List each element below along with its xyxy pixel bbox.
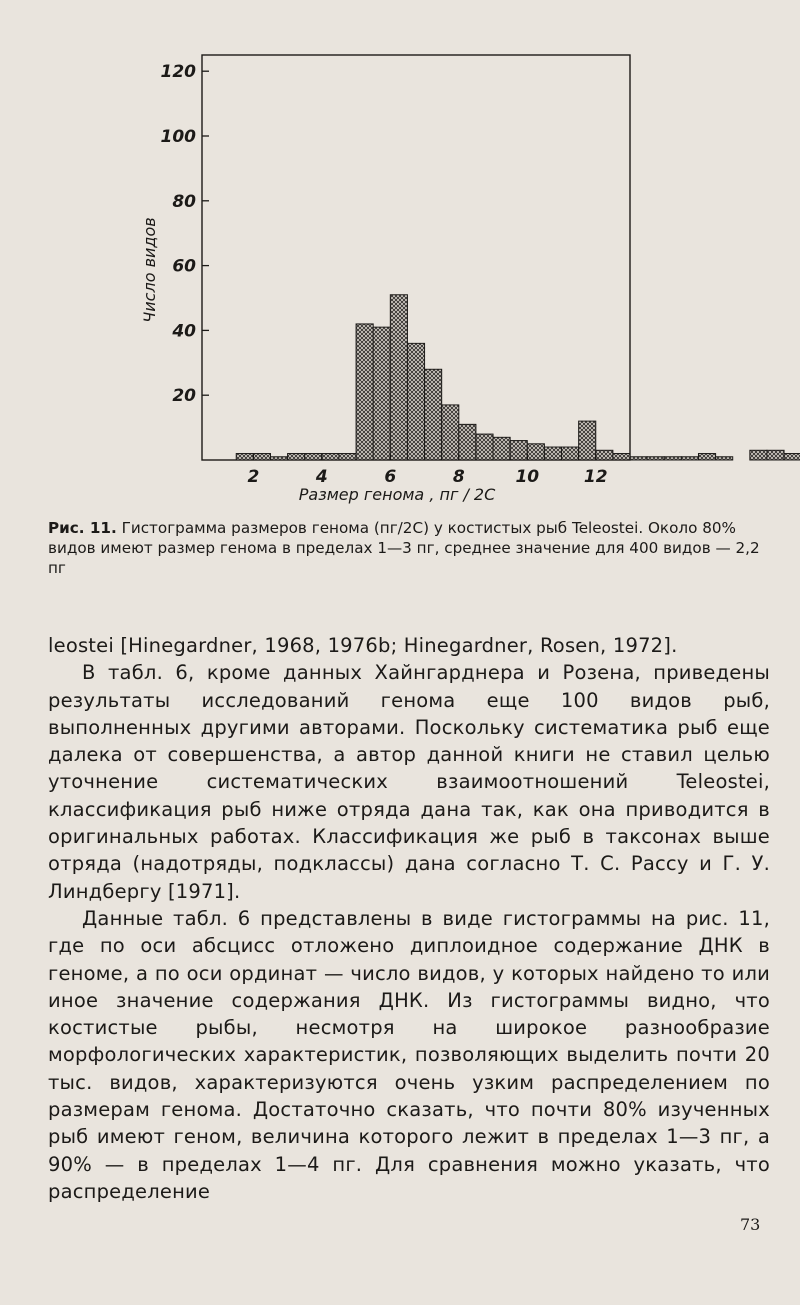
paragraph-2: В табл. 6, кроме данных Хайнгарднера и Розена, приведены результаты исследований генома еще 100 видов рыб, выполненных другими авторами. Поскольку систематика рыб еще далека от совершенства, а автор данной книги не ставил целью уточнение систематических взаимоотношений Teleostei, классификация рыб ниже отряда дана так, как она приводится в оригинальных работах. Классификация же рыб в таксонах выше отряда (надотряды, подклассы) дана согласно Т. С. Рассу и Г. У. Линдбергу [1971]. [48, 661, 770, 903]
page-number: 73 [740, 1215, 761, 1234]
y-tick-label: 20 [172, 386, 196, 407]
histogram-bar [664, 457, 681, 460]
histogram-bar [716, 457, 733, 460]
histogram-bar [579, 421, 596, 460]
histogram-bar [527, 444, 544, 460]
caption-text: Гистограмма размеров генома (пг/2С) у костистых рыб Teleostei. Около 80% видов имеют размер генома в пределах 1—3 пг, среднее значение для 400 видов — 2,2 пг [48, 519, 760, 577]
histogram-bar [750, 450, 767, 460]
histogram-bars [236, 295, 800, 460]
histogram-bar [767, 450, 784, 460]
histogram-bar [407, 343, 424, 460]
x-tick-label: 2 [247, 467, 260, 487]
histogram-bar [493, 437, 510, 460]
paragraph-1: leostei [Hinegardner, 1968, 1976b; Hinegardner, Rosen, 1972]. [48, 634, 678, 657]
histogram-bar [390, 295, 407, 460]
histogram-bar [236, 454, 253, 460]
histogram-bar [630, 457, 647, 460]
histogram-bar [459, 424, 476, 460]
y-tick-label: 80 [172, 191, 196, 212]
x-tick-label: 6 [384, 467, 397, 487]
x-tick-label: 12 [583, 467, 608, 487]
histogram-bar [270, 457, 287, 460]
body-text [48, 632, 770, 1205]
figure-caption [48, 518, 768, 578]
paragraph-3: Данные табл. 6 представлены в виде гистограммы на рис. 11, где по оси абсцисс отложено диплоидное содержание ДНК в геноме, а по оси ординат — число видов, у которых найдено то или иное значение содержания ДНК. Из гистограммы видно, что костистые рыбы, несмотря на широкое разнообразие морфологических характеристик, позволяющих выделить почти 20 тыс. видов, характеризуются очень узким распределением по размерам генома. Достаточно сказать, что почти 80% изученных рыб имеют геном, величина которого лежит в пределах 1—3 пг, а 90% — в пределах 1—4 пг. Для сравнения можно указать, что распределение [48, 906, 770, 1203]
histogram-bar [373, 327, 390, 460]
histogram-bar [288, 454, 305, 460]
y-tick-label: 40 [172, 321, 196, 342]
y-tick-label: 120 [160, 62, 196, 83]
x-tick-label: 8 [452, 467, 465, 487]
histogram-bar [784, 454, 800, 460]
histogram-bar [698, 454, 715, 460]
histogram-bar [322, 454, 339, 460]
x-axis-title: Размер генома , пг / 2С [298, 485, 496, 504]
x-tick-label: 10 [515, 467, 540, 487]
histogram-bar [476, 434, 493, 460]
genome-size-histogram [0, 0, 800, 510]
histogram-bar [425, 369, 442, 460]
histogram-bar [339, 454, 356, 460]
histogram-bar [681, 457, 698, 460]
y-axis-title: Число видов [140, 217, 159, 323]
histogram-bar [562, 447, 579, 460]
histogram-bar [305, 454, 322, 460]
caption-label: Рис. 11. [48, 519, 117, 537]
histogram-bar [596, 450, 613, 460]
histogram-bar [613, 454, 630, 460]
y-tick-label: 60 [172, 256, 196, 277]
histogram-bar [356, 324, 373, 460]
histogram-bar [253, 454, 270, 460]
histogram-bar [647, 457, 664, 460]
y-tick-label: 100 [160, 127, 196, 147]
x-tick-label: 4 [315, 467, 328, 487]
histogram-bar [510, 441, 527, 460]
histogram-bar [544, 447, 561, 460]
histogram-bar [442, 405, 459, 460]
